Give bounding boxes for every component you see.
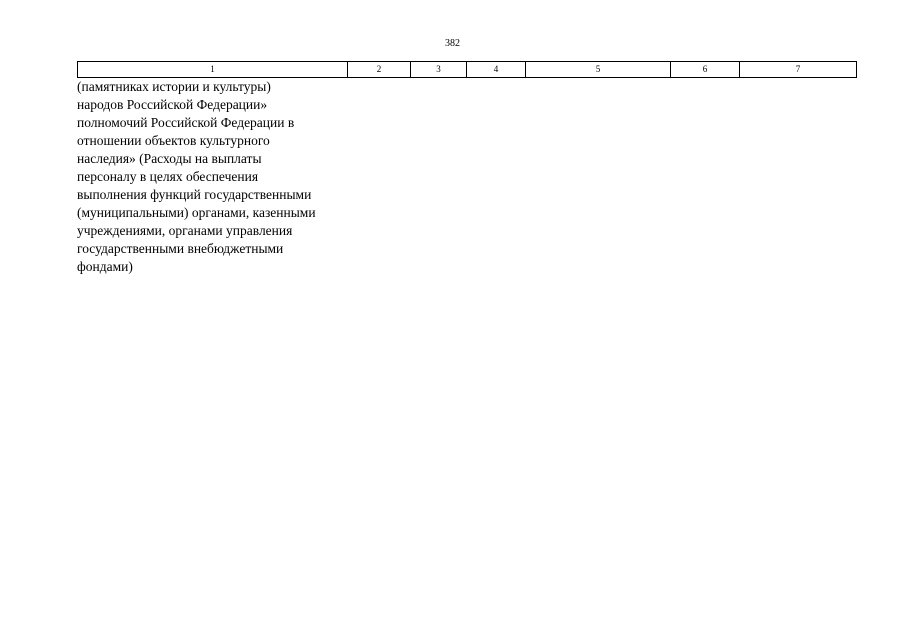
- column-number-2: 2: [348, 62, 411, 78]
- description-line: (муниципальными) органами, казенными: [77, 205, 316, 220]
- column-number-header-table: [77, 61, 857, 78]
- column-number-6: 6: [671, 62, 740, 78]
- column-number-4: 4: [467, 62, 526, 78]
- column-number-3: 3: [411, 62, 467, 78]
- description-line: выполнения функций государственными: [77, 187, 312, 202]
- description-line: отношении объектов культурного: [77, 133, 270, 148]
- description-line: (памятниках истории и культуры): [77, 79, 271, 94]
- column-number-5: 5: [526, 62, 671, 78]
- column-number-7: 7: [740, 62, 857, 78]
- column-number-1: 1: [78, 62, 348, 78]
- description-line: персоналу в целях обеспечения: [77, 169, 259, 184]
- row-description: [77, 78, 357, 276]
- column-number-row: [78, 62, 857, 78]
- description-line: народов Российской Федерации»: [77, 97, 268, 112]
- description-line: полномочий Российской Федерации в: [77, 115, 295, 130]
- description-line: учреждениями, органами управления: [77, 223, 293, 238]
- description-line: фондами): [77, 259, 133, 274]
- page-number: 382: [445, 38, 460, 49]
- description-line: государственными внебюджетными: [77, 241, 284, 256]
- description-line: наследия» (Расходы на выплаты: [77, 151, 262, 166]
